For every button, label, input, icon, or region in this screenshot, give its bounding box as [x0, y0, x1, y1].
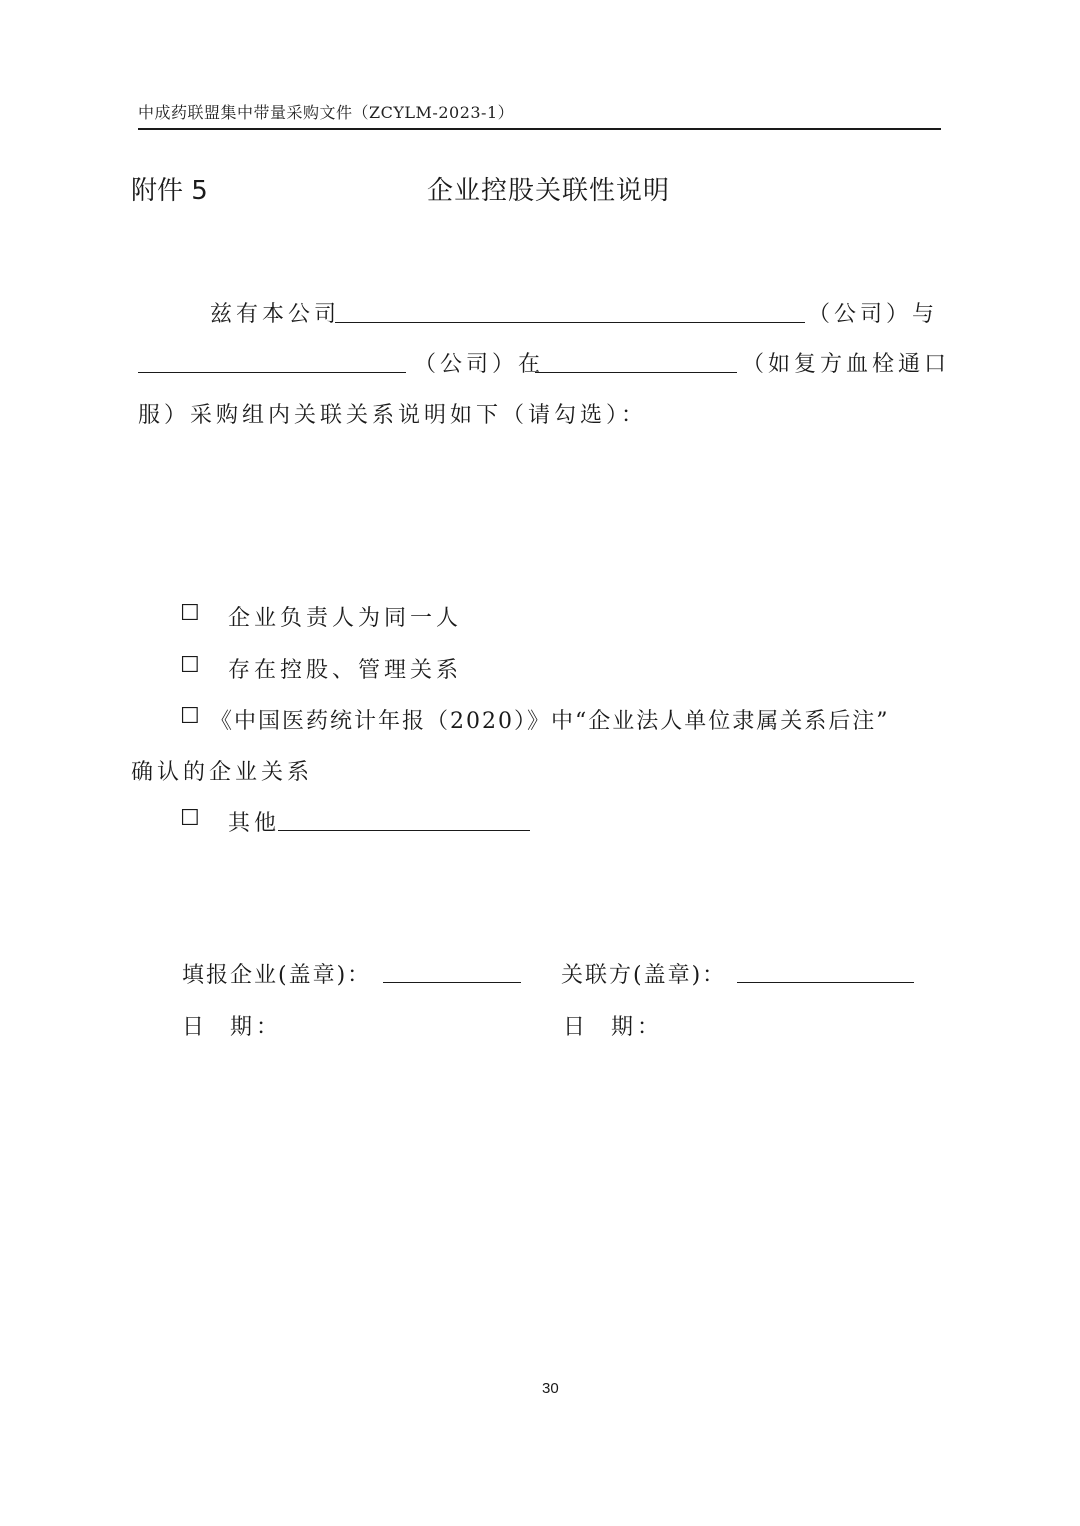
- checkbox-other[interactable]: ☐: [180, 806, 200, 831]
- option-holding-relation-label: 存在控股、管理关系: [228, 658, 463, 683]
- header-divider: [138, 128, 941, 130]
- checkbox-statistics-yearbook[interactable]: ☐: [180, 704, 200, 729]
- related-party-seal-label: 关联方(盖章)：: [561, 963, 727, 988]
- option-same-person-label: 企业负责人为同一人: [228, 606, 463, 631]
- statement-line1-suffix: （公司）与: [808, 302, 939, 327]
- statement-line1-prefix: 兹有本公司: [210, 302, 341, 327]
- other-description-blank[interactable]: [278, 808, 530, 831]
- checkbox-holding-relation[interactable]: ☐: [180, 653, 200, 678]
- attachment-label: 附件 5: [131, 176, 208, 206]
- document-header: 中成药联盟集中带量采购文件（ZCYLM-2023-1）: [138, 103, 515, 122]
- statement-line2-mid: （公司）在: [414, 352, 545, 377]
- statement-line2-suffix: （如复方血栓通口: [742, 352, 951, 377]
- option-statistics-yearbook-line1: 《中国医药统计年报（2020）》中“企业法人单位隶属关系后注”: [210, 709, 890, 734]
- checkbox-same-person[interactable]: ☐: [180, 601, 200, 626]
- filer-seal-label: 填报企业(盖章)：: [182, 963, 372, 988]
- filer-seal-blank[interactable]: [383, 960, 521, 983]
- procurement-group-blank[interactable]: [535, 350, 737, 373]
- page-title: 企业控股关联性说明: [427, 176, 671, 206]
- company-name-blank[interactable]: [335, 300, 805, 323]
- related-party-date-label: 日 期：: [563, 1015, 663, 1040]
- option-statistics-yearbook-line2: 确认的企业关系: [131, 760, 314, 785]
- option-other-label: 其他: [228, 811, 281, 836]
- page-number: 30: [542, 1380, 559, 1397]
- related-party-seal-blank[interactable]: [737, 960, 914, 983]
- filer-date-label: 日 期：: [182, 1015, 282, 1040]
- other-company-blank[interactable]: [138, 350, 406, 373]
- statement-line3: 服）采购组内关联关系说明如下（请勾选）：: [138, 403, 648, 428]
